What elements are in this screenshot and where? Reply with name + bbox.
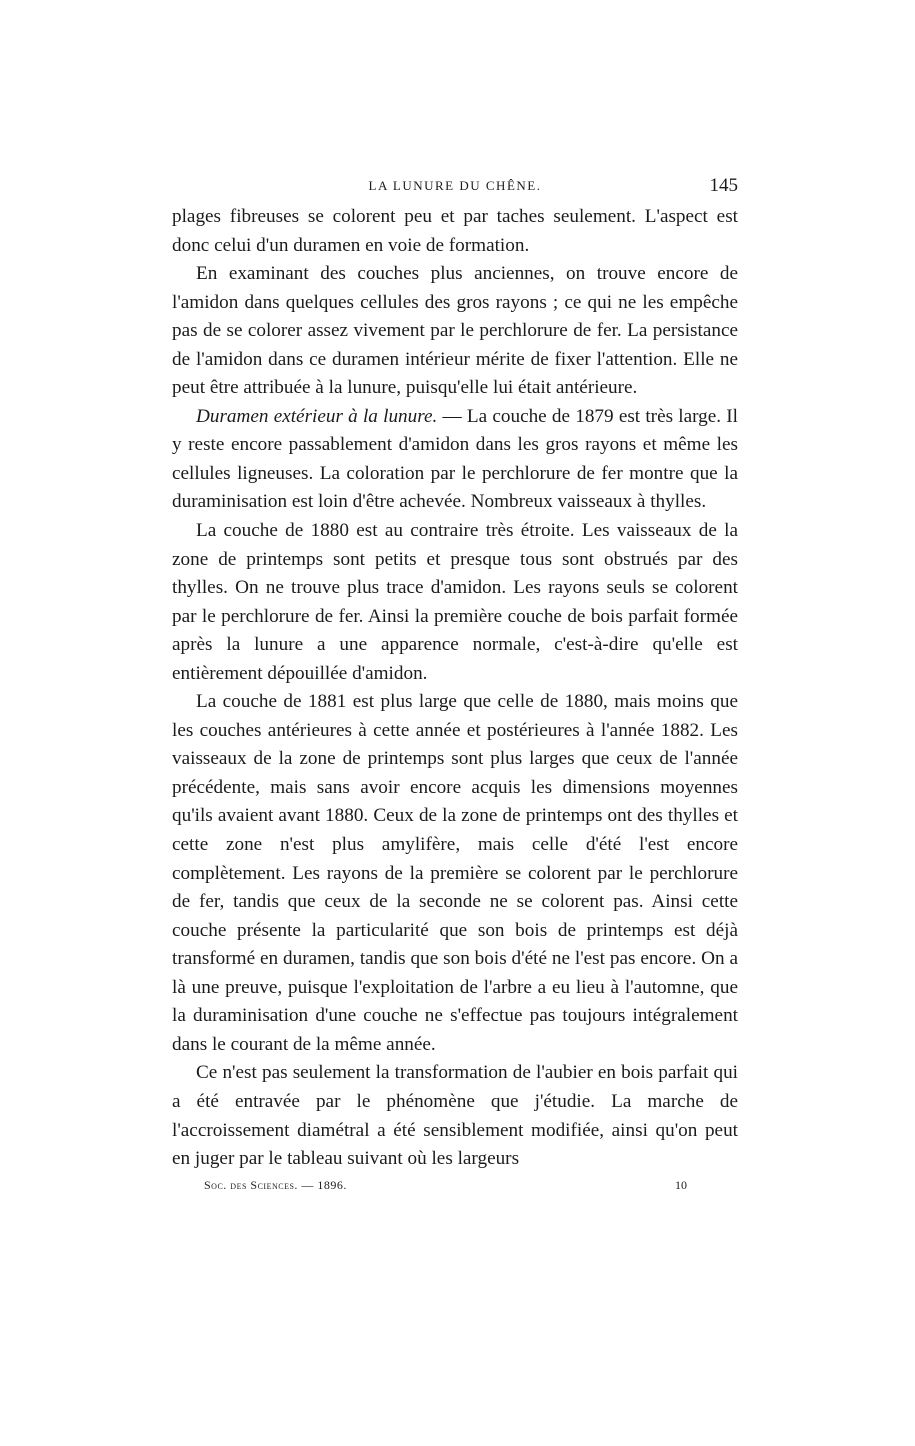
book-page	[172, 175, 738, 1198]
signature-mark: 10	[675, 1177, 687, 1192]
footer-source: Soc. des Sciences. — 1896.	[204, 1177, 347, 1192]
paragraph-1	[172, 203, 738, 260]
running-head	[172, 175, 738, 203]
paragraph-text: plages fibreuses se colorent peu et par taches seulement. L'aspect est donc celui d'un duramen en voie de formation.	[172, 206, 738, 256]
body-text	[172, 203, 738, 1174]
paragraph-text: Ce n'est pas seulement la transformation de l'aubier en bois parfait qui a été entravée par le phénomène que j'étudie. La marche de l'accroissement diamétral a été sensiblement modifiée, ainsi qu'on peut en juger par le tableau suivant où les largeurs	[172, 1062, 738, 1170]
paragraph-5	[172, 688, 738, 1059]
running-title: LA LUNURE DU CHÊNE.	[368, 178, 542, 193]
paragraph-4	[172, 517, 738, 688]
page-number: 145	[709, 175, 738, 196]
paragraph-text: En examinant des couches plus anciennes, on trouve encore de l'amidon dans quelques cellules des gros rayons ; ce qui ne les empêche pas de se colorer assez vivement par le perchlorure de fer. La persistance de l'amidon dans ce duramen intérieur mérite de fixer l'attention. Elle ne peut être attribuée à la lunure, puisqu'elle lui était antérieure.	[172, 263, 738, 399]
paragraph-6	[172, 1059, 738, 1173]
section-heading: Duramen extérieur à la lunure.	[196, 405, 438, 427]
page-footer	[172, 1176, 738, 1198]
paragraph-3	[172, 403, 738, 517]
paragraph-text: — La couche de 1879 est très large. Il y reste encore passablement d'amidon dans les gros rayons et même les cellules ligneuses. La coloration par le perchlorure de fer montre que la duraminisation est loin d'être achevée. Nombreux vaisseaux à thylles.	[172, 405, 738, 513]
paragraph-text: La couche de 1880 est au contraire très étroite. Les vaisseaux de la zone de printemps sont petits et presque tous sont obstrués par des thylles. On ne trouve plus trace d'amidon. Les rayons seuls se colorent par le perchlorure de fer. Ainsi la première couche de bois parfait formée après la lunure a une apparence normale, c'est-à-dire qu'elle est entièrement dépouillée d'amidon.	[172, 520, 738, 684]
paragraph-2	[172, 260, 738, 403]
paragraph-text: La couche de 1881 est plus large que celle de 1880, mais moins que les couches antérieures à cette année et postérieures à l'année 1882. Les vaisseaux de la zone de printemps sont plus larges que ceux de l'année précédente, mais sans avoir encore acquis les dimensions moyennes qu'ils avaient avant 1880. Ceux de la zone de printemps ont des thylles et cette zone n'est plus amylifère, mais celle d'été l'est encore complètement. Les rayons de la première se colorent par le perchlorure de fer, tandis que ceux de la seconde ne se colorent pas. Ainsi cette couche présente la particularité que son bois de printemps est déjà transformé en duramen, tandis que son bois d'été ne l'est pas encore. On a là une preuve, puisque l'exploitation de l'arbre a eu lieu à l'automne, que la duraminisation d'une couche ne s'effectue pas toujours intégralement dans le courant de la même année.	[172, 691, 738, 1055]
